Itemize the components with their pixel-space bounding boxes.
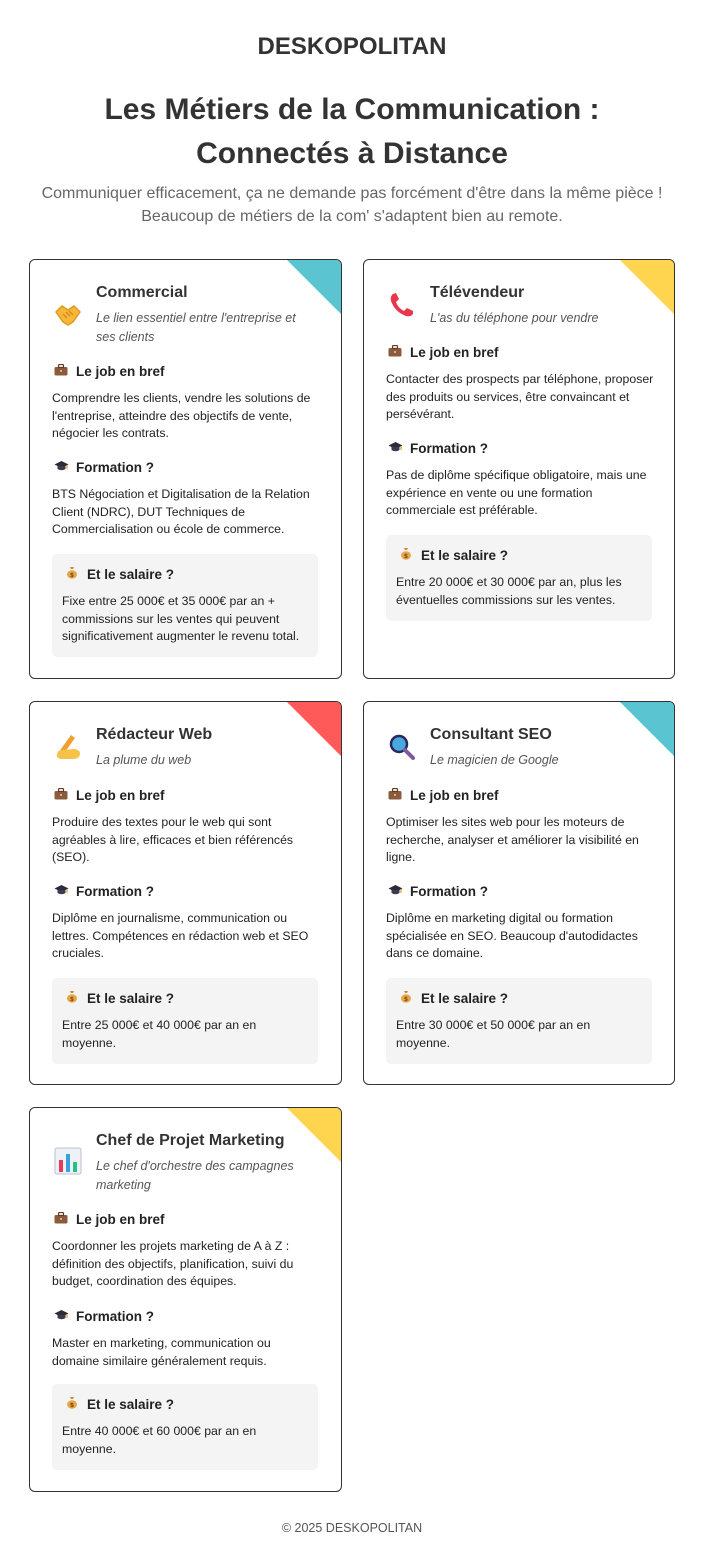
training-heading [386, 440, 488, 458]
training-label: Formation ? [76, 460, 154, 475]
job-heading [52, 787, 165, 805]
svg-text:$: $ [69, 572, 75, 579]
training-label: Formation ? [76, 1309, 154, 1324]
card-tagline: Le magicien de Google [430, 753, 559, 767]
job-label: Le job en bref [410, 345, 499, 360]
job-heading [386, 787, 499, 805]
job-text: Contacter des prospects par téléphone, proposer des produits ou services, être convaincant et persévérant. [386, 372, 654, 422]
salary-text: Entre 30 000€ et 50 000€ par an en moyenne. [396, 1018, 591, 1050]
handshake-icon [52, 300, 84, 332]
briefcase-icon [52, 363, 70, 381]
briefcase-icon [52, 787, 70, 805]
salary-label: Et le salaire ? [421, 548, 509, 563]
corner-accent [287, 1108, 341, 1162]
money-bag-icon [63, 1396, 81, 1414]
salary-box [52, 978, 318, 1064]
briefcase-icon [52, 1211, 70, 1229]
telephone-icon [386, 290, 418, 322]
salary-label: Et le salaire ? [87, 1397, 175, 1412]
svg-text:$: $ [403, 553, 409, 560]
money-bag-icon [63, 990, 81, 1008]
salary-box [386, 978, 652, 1064]
money-bag-icon [397, 547, 415, 565]
salary-text: Entre 40 000€ et 60 000€ par an en moyenne. [62, 1424, 257, 1456]
training-heading [52, 883, 154, 901]
job-text: Optimiser les sites web pour les moteurs de recherche, analyser et améliorer la visibilité en ligne. [386, 815, 639, 865]
job-card-redacteur-web [29, 701, 342, 1085]
job-heading [52, 1211, 165, 1229]
brand-logo: DESKOPOLITAN [257, 33, 447, 60]
salary-heading [63, 1396, 308, 1414]
salary-heading [397, 990, 642, 1008]
salary-heading [63, 566, 308, 584]
money-bag-icon [63, 566, 81, 584]
job-label: Le job en bref [76, 1212, 165, 1227]
training-text: BTS Négociation et Digitalisation de la Relation Client (NDRC), DUT Techniques de Commercialisation ou école de commerce. [52, 487, 310, 537]
corner-accent [620, 260, 674, 314]
job-text: Coordonner les projets marketing de A à Z : définition des objectifs, planification, suivi du budget, coordination des équipes. [52, 1239, 294, 1289]
bar-chart-icon [52, 1146, 84, 1178]
corner-accent [620, 702, 674, 756]
corner-accent [287, 260, 341, 314]
job-label: Le job en bref [410, 788, 499, 803]
card-title: Télévendeur [430, 284, 525, 301]
training-text: Master en marketing, communication ou domaine similaire généralement requis. [52, 1336, 271, 1368]
training-heading [52, 1308, 154, 1326]
salary-label: Et le salaire ? [87, 991, 175, 1006]
briefcase-icon [386, 787, 404, 805]
card-tagline: Le lien essentiel entre l'entreprise et ses clients [96, 311, 296, 344]
salary-box [52, 1384, 318, 1470]
job-card-consultant-seo [363, 701, 675, 1085]
graduation-cap-icon [386, 883, 404, 901]
graduation-cap-icon [386, 440, 404, 458]
svg-text:$: $ [403, 996, 409, 1003]
money-bag-icon [397, 990, 415, 1008]
salary-text: Entre 25 000€ et 40 000€ par an en moyenne. [62, 1018, 257, 1050]
salary-label: Et le salaire ? [87, 567, 175, 582]
card-title: Commercial [96, 284, 188, 301]
graduation-cap-icon [52, 883, 70, 901]
job-text: Produire des textes pour le web qui sont agréables à lire, efficaces et bien référencés (SEO). [52, 815, 294, 865]
training-label: Formation ? [76, 884, 154, 899]
briefcase-icon [386, 344, 404, 362]
job-heading [52, 363, 165, 381]
card-title: Rédacteur Web [96, 726, 213, 743]
job-label: Le job en bref [76, 788, 165, 803]
salary-box [386, 535, 652, 621]
salary-heading [397, 547, 642, 565]
salary-box [52, 554, 318, 657]
graduation-cap-icon [52, 459, 70, 477]
job-heading [386, 344, 499, 362]
graduation-cap-icon [52, 1308, 70, 1326]
training-heading [52, 459, 154, 477]
training-text: Diplôme en journalisme, communication ou lettres. Compétences en rédaction web et SEO cruciales. [52, 911, 309, 961]
svg-text:$: $ [69, 1402, 75, 1409]
writing-hand-icon [52, 732, 84, 764]
training-text: Pas de diplôme spécifique obligatoire, mais une expérience en vente ou une formation commerciale est préférable. [386, 468, 647, 518]
job-card-chef-de-projet-marketing [29, 1107, 342, 1492]
card-tagline: L'as du téléphone pour vendre [430, 311, 599, 325]
corner-accent [287, 702, 341, 756]
card-tagline: La plume du web [96, 753, 192, 767]
magnifier-icon [386, 732, 418, 764]
page-subtitle: Communiquer efficacement, ça ne demande pas forcément d'être dans la même pièce ! Beaucoup de métiers de la com' s'adaptent bien au remote. [41, 185, 663, 225]
footer-copyright: © 2025 DESKOPOLITAN [281, 1521, 423, 1535]
training-heading [386, 883, 488, 901]
salary-label: Et le salaire ? [421, 991, 509, 1006]
salary-text: Fixe entre 25 000€ et 35 000€ par an + commissions sur les ventes qui peuvent significativement augmenter le revenu total. [62, 594, 300, 644]
job-label: Le job en bref [76, 364, 165, 379]
svg-text:$: $ [69, 996, 75, 1003]
page-title: Les Métiers de la Communication : Connectés à Distance [104, 93, 600, 170]
salary-text: Entre 20 000€ et 30 000€ par an, plus les éventuelles commissions sur les ventes. [396, 575, 622, 607]
training-text: Diplôme en marketing digital ou formation spécialisée en SEO. Beaucoup d'autodidactes dans ce domaine. [386, 911, 638, 961]
job-card-televendeur [363, 259, 675, 679]
card-tagline: Le chef d'orchestre des campagnes marketing [96, 1159, 294, 1192]
training-label: Formation ? [410, 441, 488, 456]
job-text: Comprendre les clients, vendre les solutions de l'entreprise, atteindre des objectifs de vente, négocier les contrats. [52, 391, 311, 441]
card-title: Consultant SEO [430, 726, 552, 743]
training-label: Formation ? [410, 884, 488, 899]
salary-heading [63, 990, 308, 1008]
card-title: Chef de Projet Marketing [96, 1132, 285, 1149]
job-card-commercial [29, 259, 342, 679]
